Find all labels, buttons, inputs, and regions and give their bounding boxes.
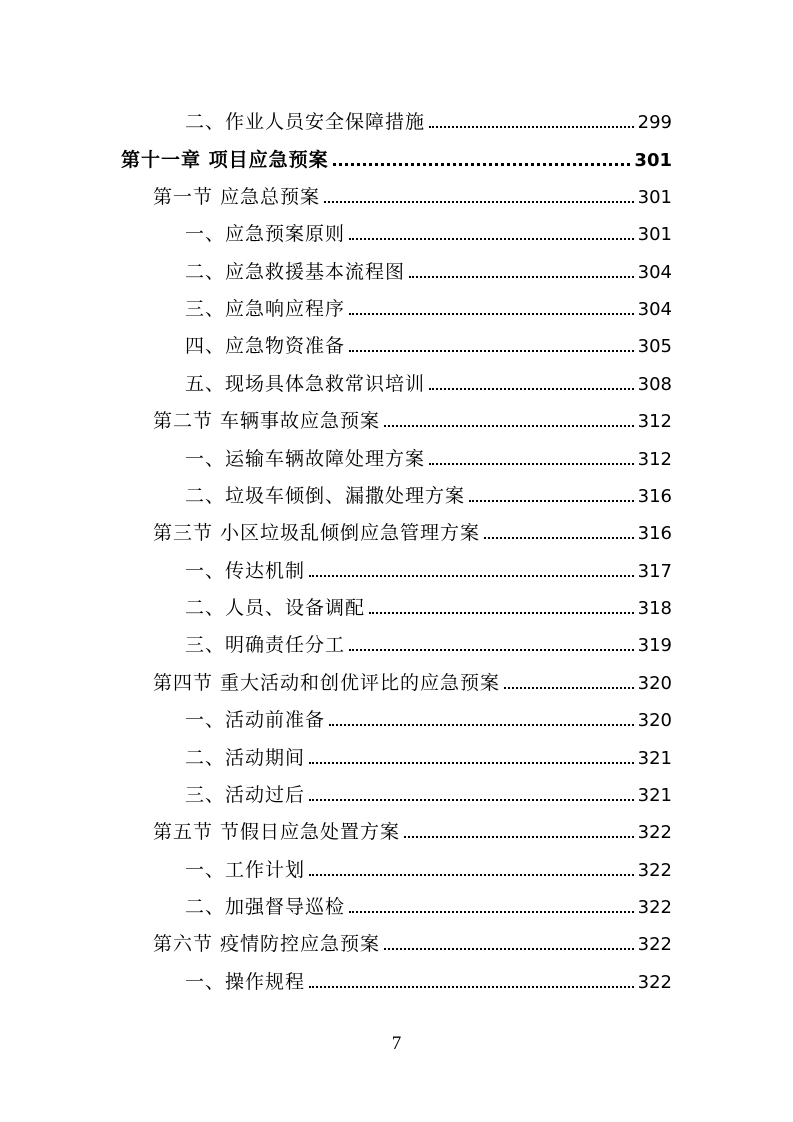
toc-entry-page: 301 xyxy=(637,187,672,208)
toc-entry-title: 第二节 车辆事故应急预案 xyxy=(153,410,381,432)
toc-entry xyxy=(185,700,672,730)
toc-entry-title: 二、作业人员安全保障措施 xyxy=(185,111,426,133)
toc-leader-dots xyxy=(309,986,634,988)
toc-section-entry xyxy=(153,924,672,954)
toc-entry-page: 320 xyxy=(637,673,672,694)
toc-entry-title: 一、传达机制 xyxy=(185,560,306,582)
toc-entry-page: 308 xyxy=(637,374,672,395)
toc-entry-title: 五、现场具体急救常识培训 xyxy=(185,373,426,395)
toc-entry-title: 一、操作规程 xyxy=(185,971,306,993)
toc-leader-dots xyxy=(309,575,634,577)
toc-entry-page: 322 xyxy=(637,822,672,843)
toc-entry-page: 299 xyxy=(637,112,672,133)
toc-chapter-entry xyxy=(121,140,672,170)
toc-entry-page: 304 xyxy=(637,299,672,320)
toc-section-entry xyxy=(153,812,672,842)
toc-entry-page: 312 xyxy=(637,411,672,432)
toc-entry-title: 一、工作计划 xyxy=(185,859,306,881)
toc-leader-dots xyxy=(484,537,634,539)
toc-leader-dots xyxy=(329,724,634,726)
toc-entry-page: 318 xyxy=(637,598,672,619)
toc-leader-dots xyxy=(349,911,634,913)
toc-entry-page: 301 xyxy=(637,224,672,245)
toc-leader-dots xyxy=(469,500,634,502)
toc-leader-dots xyxy=(404,836,634,838)
toc-entry xyxy=(185,252,672,282)
toc-entry-page: 322 xyxy=(637,934,672,955)
toc-entry-title: 第一节 应急总预案 xyxy=(153,186,321,208)
toc-entry-title: 一、应急预案原则 xyxy=(185,223,346,245)
toc-entry xyxy=(185,738,672,768)
toc-entry xyxy=(185,364,672,394)
toc-entry-page: 322 xyxy=(637,860,672,881)
toc-section-entry xyxy=(153,177,672,207)
toc-entry-title: 一、活动前准备 xyxy=(185,709,326,731)
toc-leader-dots xyxy=(333,163,631,166)
toc-entry-page: 304 xyxy=(637,262,672,283)
toc-entry xyxy=(185,775,672,805)
toc-entry xyxy=(185,850,672,880)
toc-entry-title: 二、加强督导巡检 xyxy=(185,896,346,918)
toc-section-entry xyxy=(153,513,672,543)
toc-entry xyxy=(185,439,672,469)
toc-entry xyxy=(185,588,672,618)
toc-entry xyxy=(185,962,672,992)
toc-entry-title: 一、运输车辆故障处理方案 xyxy=(185,448,426,470)
toc-section-entry xyxy=(153,401,672,431)
toc-leader-dots xyxy=(309,762,634,764)
toc-entry-title: 二、人员、设备调配 xyxy=(185,597,366,619)
page-number: 7 xyxy=(391,1033,402,1054)
toc-entry xyxy=(185,887,672,917)
toc-entry-page: 305 xyxy=(637,336,672,357)
toc-entry-title: 第六节 疫情防控应急预案 xyxy=(153,933,381,955)
toc-entry xyxy=(185,326,672,356)
toc-entry-title: 第三节 小区垃圾乱倾倒应急管理方案 xyxy=(153,522,481,544)
toc-entry-title: 二、活动期间 xyxy=(185,747,306,769)
toc-leader-dots xyxy=(504,687,634,689)
toc-entry-page: 316 xyxy=(637,523,672,544)
toc-leader-dots xyxy=(349,350,634,352)
toc-entry xyxy=(185,214,672,244)
toc-entry-title: 三、应急响应程序 xyxy=(185,298,346,320)
toc-entry xyxy=(185,476,672,506)
toc-leader-dots xyxy=(384,425,634,427)
toc-entry-page: 322 xyxy=(637,972,672,993)
toc-entry-title: 三、活动过后 xyxy=(185,784,306,806)
toc-leader-dots xyxy=(369,612,634,614)
toc-entry-title: 二、垃圾车倾倒、漏撒处理方案 xyxy=(185,485,466,507)
toc-leader-dots xyxy=(349,238,634,240)
toc-entry-title: 第五节 节假日应急处置方案 xyxy=(153,821,401,843)
toc-leader-dots xyxy=(309,799,634,801)
toc-entry-page: 321 xyxy=(637,785,672,806)
toc-entry-page: 321 xyxy=(637,748,672,769)
toc-leader-dots xyxy=(349,649,634,651)
toc-entry-title: 四、应急物资准备 xyxy=(185,335,346,357)
toc-entry xyxy=(185,551,672,581)
toc-leader-dots xyxy=(309,874,634,876)
toc-entry-page: 316 xyxy=(637,486,672,507)
toc-section-entry xyxy=(153,663,672,693)
toc-entry-page: 322 xyxy=(637,897,672,918)
toc-entry-page: 320 xyxy=(637,710,672,731)
toc-leader-dots xyxy=(349,313,634,315)
toc-entry-title: 三、明确责任分工 xyxy=(185,634,346,656)
toc-entry-page: 312 xyxy=(637,449,672,470)
toc-leader-dots xyxy=(324,201,634,203)
toc-leader-dots xyxy=(429,388,634,390)
toc-entry-title: 第四节 重大活动和创优评比的应急预案 xyxy=(153,672,501,694)
toc-leader-dots xyxy=(409,276,634,278)
toc-entry xyxy=(185,289,672,319)
toc-leader-dots xyxy=(429,126,634,128)
toc-leader-dots xyxy=(384,948,634,950)
toc-leader-dots xyxy=(429,463,634,465)
toc-entry-page: 317 xyxy=(637,561,672,582)
toc-entry xyxy=(185,102,672,132)
toc-entry-page: 319 xyxy=(637,635,672,656)
toc-entry-page: 301 xyxy=(634,150,672,171)
toc-entry-title: 二、应急救援基本流程图 xyxy=(185,261,406,283)
toc-entry-title: 第十一章 项目应急预案 xyxy=(121,149,329,171)
toc-entry xyxy=(185,625,672,655)
